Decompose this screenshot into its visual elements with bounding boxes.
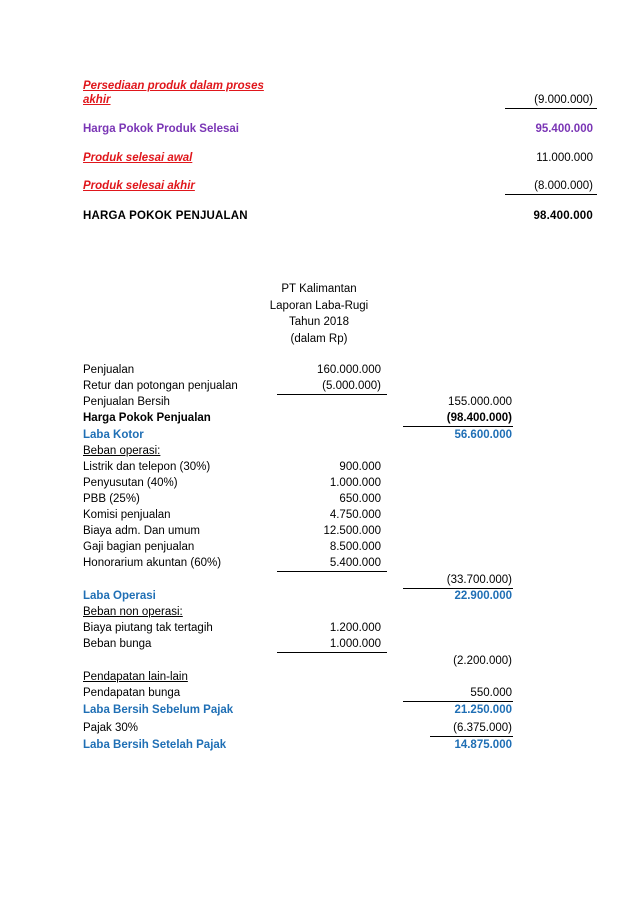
opex-item-value: 900.000 — [339, 461, 381, 473]
sales-value: 160.000.000 — [317, 364, 381, 376]
fg-end-label: Produk selesai akhir — [83, 180, 195, 192]
report-year: Tahun 2018 — [288, 316, 350, 328]
fg-begin-value: 11.000.000 — [536, 152, 593, 164]
wip-end-label-line2: akhir — [83, 94, 111, 106]
returns-label: Retur dan potongan penjualan — [83, 380, 238, 392]
cogm-value: 95.400.000 — [535, 123, 593, 135]
nonop-item-value: 1.000.000 — [329, 638, 381, 650]
net-income-value: 14.875.000 — [454, 739, 512, 751]
gross-profit-value: 56.600.000 — [454, 429, 512, 441]
returns-value: (5.000.000) — [322, 380, 381, 392]
cogm-label: Harga Pokok Produk Selesai — [83, 123, 239, 135]
cogs-label: HARGA POKOK PENJUALAN — [83, 210, 248, 222]
divider — [277, 571, 387, 572]
net-sales-value: 155.000.000 — [448, 396, 512, 408]
interest-income-label: Pendapatan bunga — [83, 687, 181, 699]
net-income-label: Laba Bersih Setelah Pajak — [83, 739, 227, 751]
nonop-item-label: Beban bunga — [83, 638, 152, 650]
opex-item-label: Listrik dan telepon (30%) — [83, 461, 211, 473]
opex-item-label: Gaji bagian penjualan — [83, 541, 195, 553]
report-title: Laporan Laba-Rugi — [269, 300, 369, 312]
fg-begin-label: Produk selesai awal — [83, 152, 193, 164]
gross-profit-label: Laba Kotor — [83, 429, 144, 441]
divider — [505, 194, 597, 195]
divider — [505, 108, 597, 109]
cogs-row-label: Harga Pokok Penjualan — [83, 412, 211, 424]
nonop-item-value: 1.200.000 — [329, 622, 381, 634]
opex-item-label: Penyusutan (40%) — [83, 477, 178, 489]
opex-item-label: Komisi penjualan — [83, 509, 171, 521]
cogs-value: 98.400.000 — [533, 210, 593, 222]
nonop-heading: Beban non operasi: — [83, 606, 183, 618]
company-name: PT Kalimantan — [281, 283, 357, 295]
opex-item-value: 650.000 — [339, 493, 381, 505]
opex-item-label: PBB (25%) — [83, 493, 140, 505]
ebt-value: 21.250.000 — [454, 704, 512, 716]
net-sales-label: Penjualan Bersih — [83, 396, 170, 408]
opex-item-value: 5.400.000 — [329, 557, 381, 569]
opex-item-label: Biaya adm. Dan umum — [83, 525, 200, 537]
opex-item-value: 12.500.000 — [323, 525, 381, 537]
fg-end-value: (8.000.000) — [534, 180, 593, 192]
wip-end-value: (9.000.000) — [534, 94, 593, 106]
opex-heading: Beban operasi: — [83, 445, 161, 457]
report-unit: (dalam Rp) — [290, 333, 348, 345]
divider — [430, 736, 513, 737]
tax-value: (6.375.000) — [453, 722, 512, 734]
nonop-total-value: (2.200.000) — [453, 655, 512, 667]
divider — [403, 701, 513, 702]
other-income-heading: Pendapatan lain-lain — [83, 671, 188, 683]
cogs-row-value: (98.400.000) — [446, 412, 512, 424]
ebt-label: Laba Bersih Sebelum Pajak — [83, 704, 234, 716]
opex-item-label: Honorarium akuntan (60%) — [83, 557, 222, 569]
opex-item-value: 8.500.000 — [329, 541, 381, 553]
operating-income-label: Laba Operasi — [83, 590, 156, 602]
opex-item-value: 4.750.000 — [329, 509, 381, 521]
divider — [403, 588, 513, 589]
nonop-item-label: Biaya piutang tak tertagih — [83, 622, 213, 634]
wip-end-label-line1: Persediaan produk dalam proses — [83, 80, 264, 92]
divider — [277, 394, 387, 395]
opex-total-value: (33.700.000) — [446, 574, 512, 586]
sales-label: Penjualan — [83, 364, 135, 376]
interest-income-value: 550.000 — [470, 687, 512, 699]
operating-income-value: 22.900.000 — [454, 590, 512, 602]
tax-label: Pajak 30% — [83, 722, 138, 734]
divider — [403, 426, 513, 427]
divider — [277, 652, 387, 653]
opex-item-value: 1.000.000 — [329, 477, 381, 489]
